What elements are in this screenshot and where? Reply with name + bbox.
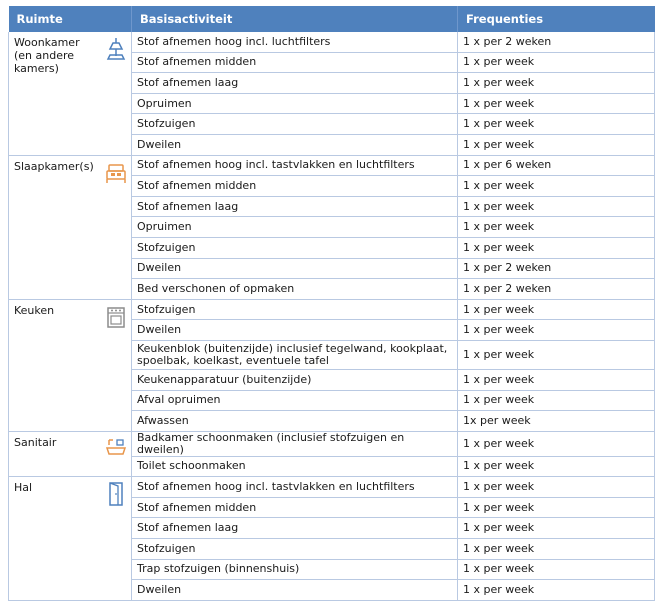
header-activity: Basisactiviteit	[132, 6, 458, 32]
activity-cell: Stof afnemen hoog incl. tastvlakken en luchtfilters	[132, 155, 458, 176]
table-row	[9, 32, 655, 52]
activity-cell: Toilet schoonmaken	[132, 456, 458, 477]
table-row	[9, 431, 655, 456]
frequency-cell: 1 x per week	[458, 299, 655, 320]
frequency-cell: 1 x per week	[458, 320, 655, 341]
frequency-cell: 1 x per week	[458, 369, 655, 390]
room-label: Woonkamer (en andere kamers)	[14, 36, 80, 75]
frequency-cell: 1 x per week	[458, 73, 655, 94]
frequency-cell: 1 x per week	[458, 340, 655, 369]
frequency-cell: 1 x per week	[458, 52, 655, 73]
table-body	[9, 32, 655, 600]
activity-cell: Keukenblok (buitenzijde) inclusief tegelwand, kookplaat, spoelbak, koelkast, eventuele tafel	[132, 340, 458, 369]
activity-cell: Stofzuigen	[132, 114, 458, 135]
bed-icon	[105, 160, 127, 186]
cleaning-schedule-table	[8, 6, 655, 601]
activity-cell: Stof afnemen midden	[132, 176, 458, 197]
frequency-cell: 1 x per 6 weken	[458, 155, 655, 176]
activity-cell: Bed verschonen of opmaken	[132, 279, 458, 300]
table-row	[9, 299, 655, 320]
activity-cell: Dweilen	[132, 134, 458, 155]
frequency-cell: 1 x per week	[458, 134, 655, 155]
door-icon	[105, 481, 127, 507]
frequency-cell: 1 x per week	[458, 456, 655, 477]
activity-cell: Opruimen	[132, 217, 458, 238]
activity-cell: Stof afnemen hoog incl. tastvlakken en luchtfilters	[132, 477, 458, 498]
frequency-cell: 1 x per week	[458, 431, 655, 456]
activity-cell: Dweilen	[132, 320, 458, 341]
room-cell	[9, 32, 132, 155]
frequency-cell: 1 x per week	[458, 477, 655, 498]
room-cell	[9, 477, 132, 601]
frequency-cell: 1 x per week	[458, 390, 655, 411]
activity-cell: Stofzuigen	[132, 237, 458, 258]
table-row	[9, 155, 655, 176]
room-label: Sanitair	[14, 435, 57, 449]
frequency-cell: 1 x per 2 weken	[458, 279, 655, 300]
room-cell	[9, 431, 132, 477]
activity-cell: Opruimen	[132, 93, 458, 114]
header-frequency: Frequenties	[458, 6, 655, 32]
activity-cell: Afval opruimen	[132, 390, 458, 411]
activity-cell: Dweilen	[132, 258, 458, 279]
frequency-cell: 1x per week	[458, 411, 655, 432]
activity-cell: Stof afnemen midden	[132, 52, 458, 73]
bath-icon	[105, 436, 127, 462]
activity-cell: Stof afnemen laag	[132, 196, 458, 217]
header-room: Ruimte	[9, 6, 132, 32]
frequency-cell: 1 x per week	[458, 176, 655, 197]
frequency-cell: 1 x per week	[458, 539, 655, 560]
frequency-cell: 1 x per week	[458, 93, 655, 114]
frequency-cell: 1 x per week	[458, 114, 655, 135]
frequency-cell: 1 x per week	[458, 217, 655, 238]
activity-cell: Afwassen	[132, 411, 458, 432]
activity-cell: Trap stofzuigen (binnenshuis)	[132, 559, 458, 580]
room-label: Hal	[14, 481, 33, 495]
activity-cell: Keukenapparatuur (buitenzijde)	[132, 369, 458, 390]
frequency-cell: 1 x per week	[458, 559, 655, 580]
room-cell	[9, 299, 132, 431]
table-header	[9, 6, 655, 32]
frequency-cell: 1 x per week	[458, 518, 655, 539]
room-cell	[9, 155, 132, 299]
frequency-cell: 1 x per week	[458, 580, 655, 601]
activity-cell: Stof afnemen midden	[132, 497, 458, 518]
activity-cell: Stofzuigen	[132, 299, 458, 320]
frequency-cell: 1 x per 2 weken	[458, 258, 655, 279]
table-row	[9, 477, 655, 498]
activity-cell: Dweilen	[132, 580, 458, 601]
activity-cell: Badkamer schoonmaken (inclusief stofzuigen en dweilen)	[132, 431, 458, 456]
activity-cell: Stofzuigen	[132, 539, 458, 560]
stove-icon	[105, 304, 127, 330]
frequency-cell: 1 x per week	[458, 497, 655, 518]
room-label: Slaapkamer(s)	[14, 159, 94, 173]
frequency-cell: 1 x per 2 weken	[458, 32, 655, 52]
activity-cell: Stof afnemen laag	[132, 518, 458, 539]
frequency-cell: 1 x per week	[458, 196, 655, 217]
living-room-lamp-icon	[105, 36, 127, 62]
activity-cell: Stof afnemen hoog incl. luchtfilters	[132, 32, 458, 52]
room-label: Keuken	[14, 303, 55, 317]
activity-cell: Stof afnemen laag	[132, 73, 458, 94]
frequency-cell: 1 x per week	[458, 237, 655, 258]
